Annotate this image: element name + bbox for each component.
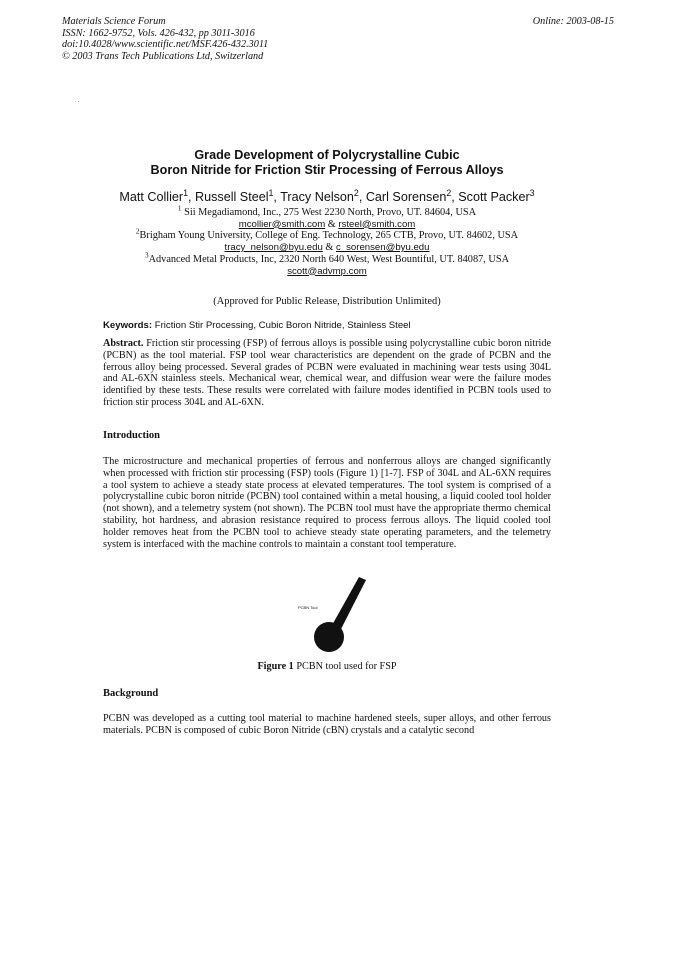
issn-line: ISSN: 1662-9752, Vols. 426-432, pp 3011-3016	[62, 27, 255, 39]
online-date: Online: 2003-08-15	[532, 16, 614, 27]
introduction-text: The microstructure and mechanical properties of ferrous and nonferrous alloys are changed significantly when processed with friction stir processing (FSP) tools (Figure 1) [1-7]. FSP of 304L and AL-6XN requires a tool system to achieve a steady state process at elevated temperatures. The tool system is comprised of a polycrystalline cubic boron nitride (PCBN) tool contained within a metal housing, a liquid cooled tool holder (not shown), and a telemetry system (not shown). The PCBN tool must have the appropriate thermo chemical stability, hot hardness, and abrasion resistance required to process ferrous alloys. The liquid cooled tool holder removes heat from the PCBN tool to achieve steady state operating parameters, and the telemetry system is interfaced with the machine controls to maintain a constant tool temperature.	[103, 456, 551, 550]
author-sup: 2	[446, 187, 452, 198]
affiliation-2: $^2$Brigham Young University, College of Eng. Technology, 265 CTB, Provo, UT. 84602, USA	[135, 227, 519, 242]
email-link[interactable]: mcollier@smith.com	[238, 218, 326, 230]
author-sup: 1	[268, 187, 274, 198]
doi-line: doi:10.4028/www.scientific.net/MSF.426-432.3011	[62, 39, 269, 50]
author-sup: 3	[529, 187, 535, 198]
affiliation-2-emails: tracy_nelson@byu.edu & c_sorensen@byu.edu	[224, 242, 430, 254]
approval-note: (Approved for Public Release, Distribution Unlimited)	[213, 296, 441, 307]
paper-title	[103, 148, 551, 178]
author-name: Scott Packer	[458, 190, 530, 204]
email-link[interactable]: scott@advmp.com	[287, 265, 367, 277]
background-heading: Background	[103, 688, 159, 699]
abstract-label: Abstract.	[103, 338, 144, 349]
affiliation-1: $^1$ Sii Megadiamond, Inc., 275 West 2230 North, Provo, UT. 84604, USA	[177, 204, 477, 218]
abstract	[103, 338, 551, 409]
pcbn-tool-figure	[296, 577, 366, 657]
scan-speck	[78, 101, 79, 102]
figure-caption	[103, 661, 551, 672]
author-sup: 1	[183, 187, 189, 198]
author-name: Carl Sorensen	[365, 190, 447, 204]
tool-shank	[331, 577, 366, 631]
copyright-line: © 2003 Trans Tech Publications Ltd, Switzerland	[62, 50, 264, 62]
keywords-text: Friction Stir Processing, Cubic Boron Nitride, Stainless Steel	[154, 320, 411, 331]
keywords-label: Keywords:	[103, 320, 153, 331]
journal-header	[62, 16, 268, 62]
background-text: PCBN was developed as a cutting tool material to machine hardened steels, super alloys, and other ferrous materials. PCBN is composed of cubic Boron Nitride (cBN) crystals and a catalytic second	[103, 713, 551, 736]
figure-inner-label: PCBN Tool	[298, 605, 318, 610]
email-link[interactable]: rsteel@smith.com	[338, 218, 416, 230]
figure-label: Figure 1	[257, 661, 294, 672]
affiliation-1-emails: mcollier@smith.com & rsteel@smith.com	[238, 218, 416, 230]
author-name: Matt Collier	[119, 190, 184, 204]
author-sup: 2	[353, 187, 359, 198]
introduction-heading: Introduction	[103, 430, 160, 441]
author-name: Russell Steel	[195, 190, 269, 204]
author-list: Matt Collier$^1$, Russell Steel$^1$, Tracy Nelson$^2$, Carl Sorensen$^2$, Scott Packer$^3$	[119, 187, 535, 204]
journal-name: Materials Science Forum	[62, 16, 166, 27]
title-line-1: Grade Development of Polycrystalline Cubic	[194, 148, 460, 162]
title-line-2: Boron Nitride for Friction Stir Processing of Ferrous Alloys	[150, 163, 504, 177]
figure-caption-text: PCBN tool used for FSP	[296, 661, 397, 672]
abstract-text: Friction stir processing (FSP) of ferrous alloys is possible using polycrystalline cubic boron nitride (PCBN) as the tool material. FSP tool wear characteristics are dependent on the grade of PCBN and the ferrous alloy being processed. Several grades of PCBN were evaluated in machining wear tests using 304L and AL-6XN stainless steels. Mechanical wear, chemical wear, and diffusion wear were the failure modes identified by these tests. These results were correlated with failure modes identified in PCBN tools used to friction stir process 304L and AL-6XN.	[103, 338, 552, 408]
email-link[interactable]: c_sorensen@byu.edu	[335, 242, 430, 254]
affiliation-3-emails	[103, 266, 551, 278]
affiliations	[103, 204, 551, 277]
affiliation-3: $^3$Advanced Metal Products, Inc, 2320 North 640 West, West Bountiful, UT. 84087, USA	[144, 251, 510, 265]
tool-head	[314, 622, 344, 652]
email-link[interactable]: tracy_nelson@byu.edu	[224, 242, 323, 254]
author-name: Tracy Nelson	[280, 190, 354, 204]
keywords	[103, 320, 551, 331]
